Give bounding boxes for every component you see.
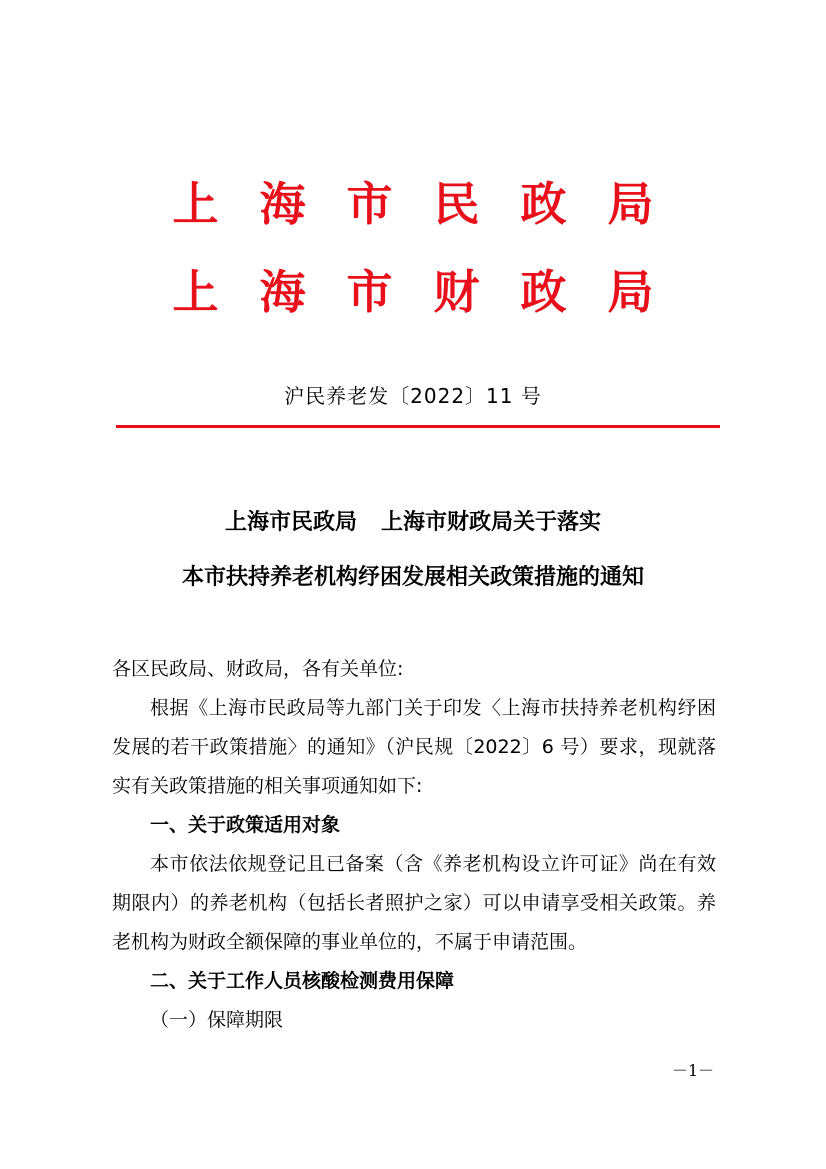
section2-subheading: （一）保障期限 (150, 1009, 284, 1031)
issuer-header-finance: 上海市财政局 (172, 265, 695, 319)
section2-heading: 二、关于工作人员核酸检测费用保障 (150, 970, 455, 992)
page-number: －1－ (672, 1061, 715, 1080)
document-title-line1 (0, 507, 826, 539)
section1-heading: 一、关于政策适用对象 (150, 814, 341, 836)
section1-paragraph: 本市依法依规登记且已备案（含《养老机构设立许可证》尚在有效期限内）的养老机构（包括长者照护之家）可以申请享受相关政策。养老机构为财政全额保障的事业单位的，不属于申请范围。 (112, 853, 716, 953)
salutation: 各区民政局、财政局，各有关单位: (112, 658, 404, 680)
title-part1: 上海市民政局 (224, 510, 357, 535)
document-title-line2: 本市扶持养老机构纾困发展相关政策措施的通知 (181, 565, 644, 590)
title-part2: 上海市财政局关于落实 (381, 510, 602, 535)
document-body (112, 650, 716, 1040)
red-divider-line (116, 425, 720, 428)
issuer-header-civil-affairs: 上海市民政局 (172, 177, 695, 231)
intro-paragraph: 根据《上海市民政局等九部门关于印发〈上海市扶持养老机构纾困发展的若干政策措施〉的通知》（沪民规〔2022〕6 号）要求，现就落实有关政策措施的相关事项通知如下: (112, 697, 716, 797)
document-number: 沪民养老发〔2022〕11 号 (284, 384, 542, 408)
